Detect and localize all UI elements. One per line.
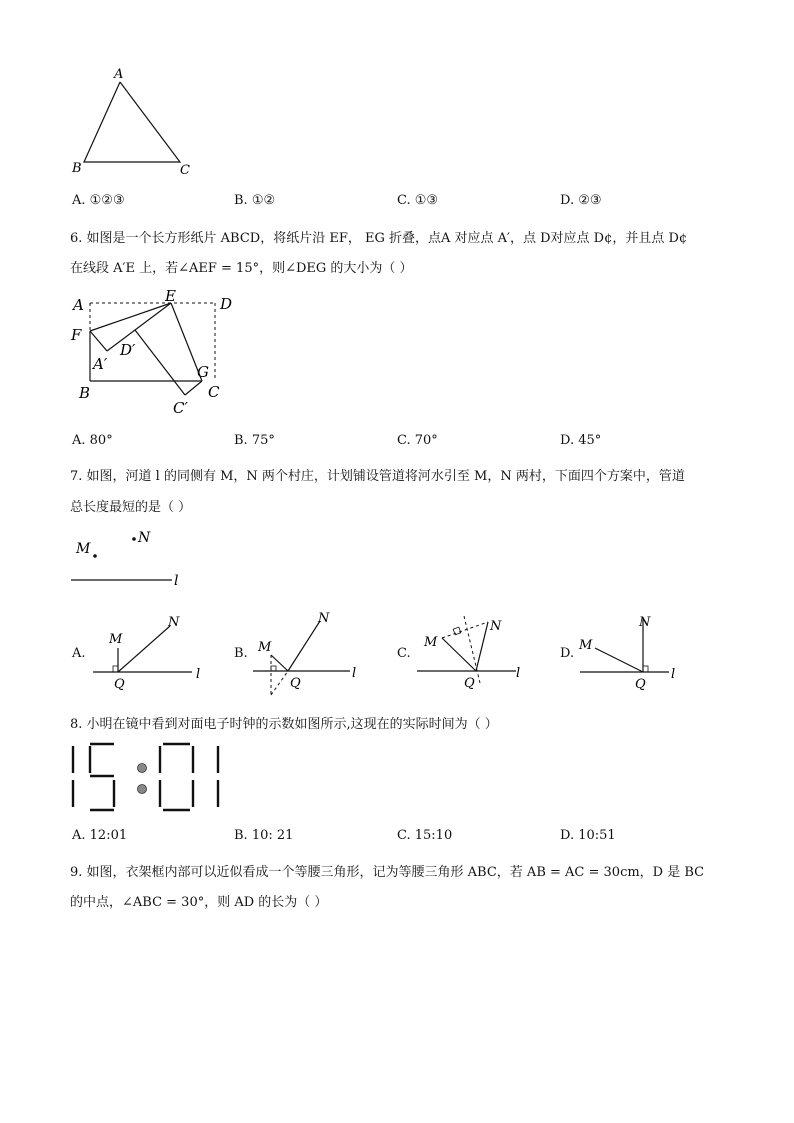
q6-option-a[interactable]: A. 80° [72,433,113,448]
q6-label-b: B [79,384,91,402]
q6-text-line2: 在线段 A′E 上，若∠AEF = 15°，则∠DEG 的大小为（ ） [70,261,413,276]
q6-label-c-prime: C′ [173,399,188,417]
q6-label-c: C [208,383,220,401]
q6-label-a: A [73,296,84,314]
q6-option-d[interactable]: D. 45° [560,433,602,448]
vertex-a-label: A [114,67,124,82]
q7-option-b-letter[interactable]: B. [234,646,248,661]
q5-option-b[interactable]: B. ①② [234,193,276,208]
q7d-label-l: l [671,667,676,682]
q5-option-d[interactable]: D. ②③ [560,193,602,208]
q7b-label-q: Q [290,676,301,691]
q7-text-line1: 7. 如图，河道 l 的同侧有 M，N 两个村庄，计划铺设管道将河水引至 M，N 两村，下面四个方案中，管道 [70,469,685,484]
q6-text-line1: 6. 如图是一个长方形纸片 ABCD，将纸片沿 EF， EG 折叠，点A 对应点 A′，点 D对应点 D¢，并且点 D¢ [70,231,688,246]
q9-text-line1: 9. 如图，衣架框内部可以近似看成一个等腰三角形，记为等腰三角形 ABC，若 AB = AC = 30cm，D 是 BC [70,865,705,880]
q7c-label-n: N [490,619,502,634]
q6-option-c[interactable]: C. 70° [397,433,438,448]
q7-text-line2: 总长度最短的是（ ） [70,500,192,515]
q6-label-a-prime: A′ [93,355,108,373]
q7a-label-q: Q [114,677,125,692]
q7-option-d-letter[interactable]: D. [560,646,575,661]
q7d-label-n: N [639,615,651,630]
q7c-label-q: Q [464,676,475,691]
mirrored-digital-clock-figure [68,740,228,816]
q6-label-d-prime: D′ [120,341,136,359]
q7a-label-l: l [196,667,201,682]
vertex-b-label: B [72,161,82,176]
q7-option-c-figure[interactable] [412,608,532,693]
q7c-label-m: M [424,635,438,650]
q7b-label-m: M [258,640,272,655]
q6-label-d: D [220,295,233,313]
q9-text-line2: 的中点，∠ABC = 30°，则 AD 的长为（ ） [70,895,328,910]
q5-option-a[interactable]: A. ①②③ [72,193,125,208]
q7-label-m: M [76,541,91,557]
q7-option-c-letter[interactable]: C. [397,646,411,661]
q6-label-g: G [197,363,209,381]
q8-option-d[interactable]: D. 10:51 [560,828,616,843]
vertex-c-label: C [180,163,190,178]
q6-label-f: F [71,326,82,344]
q7a-label-m: M [109,632,123,647]
q8-option-b[interactable]: B. 10: 21 [234,828,294,843]
q7-main-figure [68,525,198,590]
q6-folding-figure [65,285,255,420]
q7-label-l: l [174,573,179,589]
q7d-label-m: M [579,638,593,653]
q7b-label-l: l [352,666,357,681]
q6-option-b[interactable]: B. 75° [234,433,275,448]
q7-option-d-figure[interactable] [575,610,695,695]
q7-option-a-figure[interactable] [88,612,208,692]
triangle-figure [60,62,210,182]
q8-text-line1: 8. 小明在镜中看到对面电子时钟的示数如图所示,这现在的实际时间为（ ） [70,717,498,732]
q7d-label-q: Q [635,677,646,692]
q7c-label-l: l [516,666,521,681]
q7-option-b-figure[interactable] [248,605,368,700]
q7-label-n: N [138,530,151,546]
q5-option-c[interactable]: C. ①③ [397,193,439,208]
q8-option-c[interactable]: C. 15:10 [397,828,453,843]
q8-option-a[interactable]: A. 12:01 [72,828,128,843]
q6-label-e: E [165,287,176,305]
q7-option-a-letter[interactable]: A. [72,646,86,661]
q7b-label-n: N [318,611,330,626]
q7a-label-n: N [168,615,180,630]
